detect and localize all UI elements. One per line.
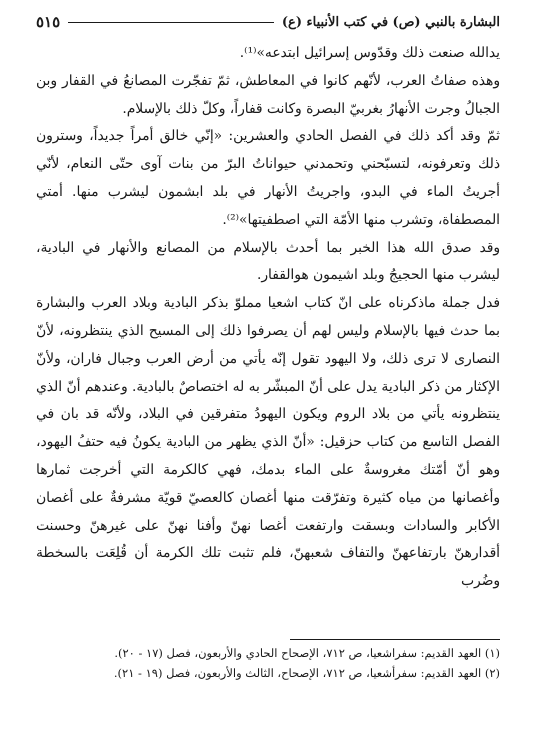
page-number: ٥١٥ bbox=[36, 13, 61, 31]
footnote-separator bbox=[290, 639, 500, 640]
header-rule bbox=[68, 22, 274, 23]
paragraph-3: ثمّ وقد أكد ذلك في الفصل الحادي والعشرين: «إنّي خالق أمراً جديداً، وسترون ذلك وتعرفونه، لتسبّحني وتحمدني حيواناتُ البرّ من بنات آوى حتّى النعام، لأنّي أجريتُ الماء في البدو، واجريتُ الأنهار في بلد ابشمون ليشرب منها. أمتي المصطفاة، وتشرب منها الأمّة التي اصطفيتها»⁽²⁾. bbox=[36, 128, 500, 228]
running-title: البشارة بالنبي (ص) في كتب الأنبياء (ع) bbox=[281, 14, 500, 30]
footnote-2: (٢) العهد القديم: سفرأشعيا، ص ٧١٢، الإصحاح، الثالث والأربعون، فصل (١٩ - ٢١). bbox=[113, 666, 500, 680]
page-header bbox=[36, 10, 500, 34]
main-text bbox=[36, 40, 500, 596]
paragraph-1: يدالله صنعت ذلك وقدّوس إسرائيل ابتدعه»⁽¹⁾. bbox=[239, 45, 500, 61]
paragraph-5: فدل جملة ماذكرناه على انّ كتاب اشعيا مملوّ بذكر البادية وبلاد العرب والبشارة بما حدث فيها بالإسلام وليس لهم أن يصرفوا ذلك إلى المسيح الذي ينتظرونه، لأنّ النصارى لا ترى ذلك، ولا اليهود تقول إنّه يأتي من أرض العرب وجبال فاران، ولأنّ الإكثار من ذكر البادية يدل على أنّ المبشّر به له اختصاصٌ بالبادية. وعندهم أنّ الذي ينتظرونه يأتي من بلاد الروم ويكون اليهودُ متفرقين في البلاد، ولأنّه قد بان في الفصل التاسع من كتاب حزقيل: «أنّ الذي يظهر من البادية يكونُ فيه حتفُ اليهود، وهو أنّ أمّتك مغروسةٌ على الماء بدمك، فهي كالكرمة التي أخرجت ثمارها وأغصانها من مياه كثيرة وتفرّقت منها أغصان كالعصيّ قويّة مشرفةٌ على أغصان الأكابر والسادات وبسقت وارتفعت أغصا نهنّ وأفنا نهنّ على غيرهنّ وحسنت أقدارهنّ بارتفاعهنّ والتفاف شعبهنّ، فلم تثبت تلك الكرمة أن قُلِعَت بالسخطة وضُرب bbox=[36, 295, 500, 590]
footnote-1: (١) العهد القديم: سفراشعيا، ص ٧١٢، الإصحاح الحادي والأربعون، فصل (١٧ - ٢٠). bbox=[114, 646, 500, 660]
paragraph-2: وهذه صفاتُ العرب، لأنّهم كانوا في المعاطش، ثمّ تفجّرت المصانعُ في القفار وبن الجبالُ وجرت الأنهارُ بغربيّ البصرة وكانت قفاراً، وكلّ ذلك بالإسلام. bbox=[36, 72, 500, 117]
footnotes bbox=[36, 643, 500, 683]
paragraph-4: وقد صدق الله هذا الخبر بما أحدث بالإسلام من المصانع والأنهار في البادية، ليشرب منها الحجيجُ وبلد اشيمون هوالقفار. bbox=[36, 239, 500, 284]
